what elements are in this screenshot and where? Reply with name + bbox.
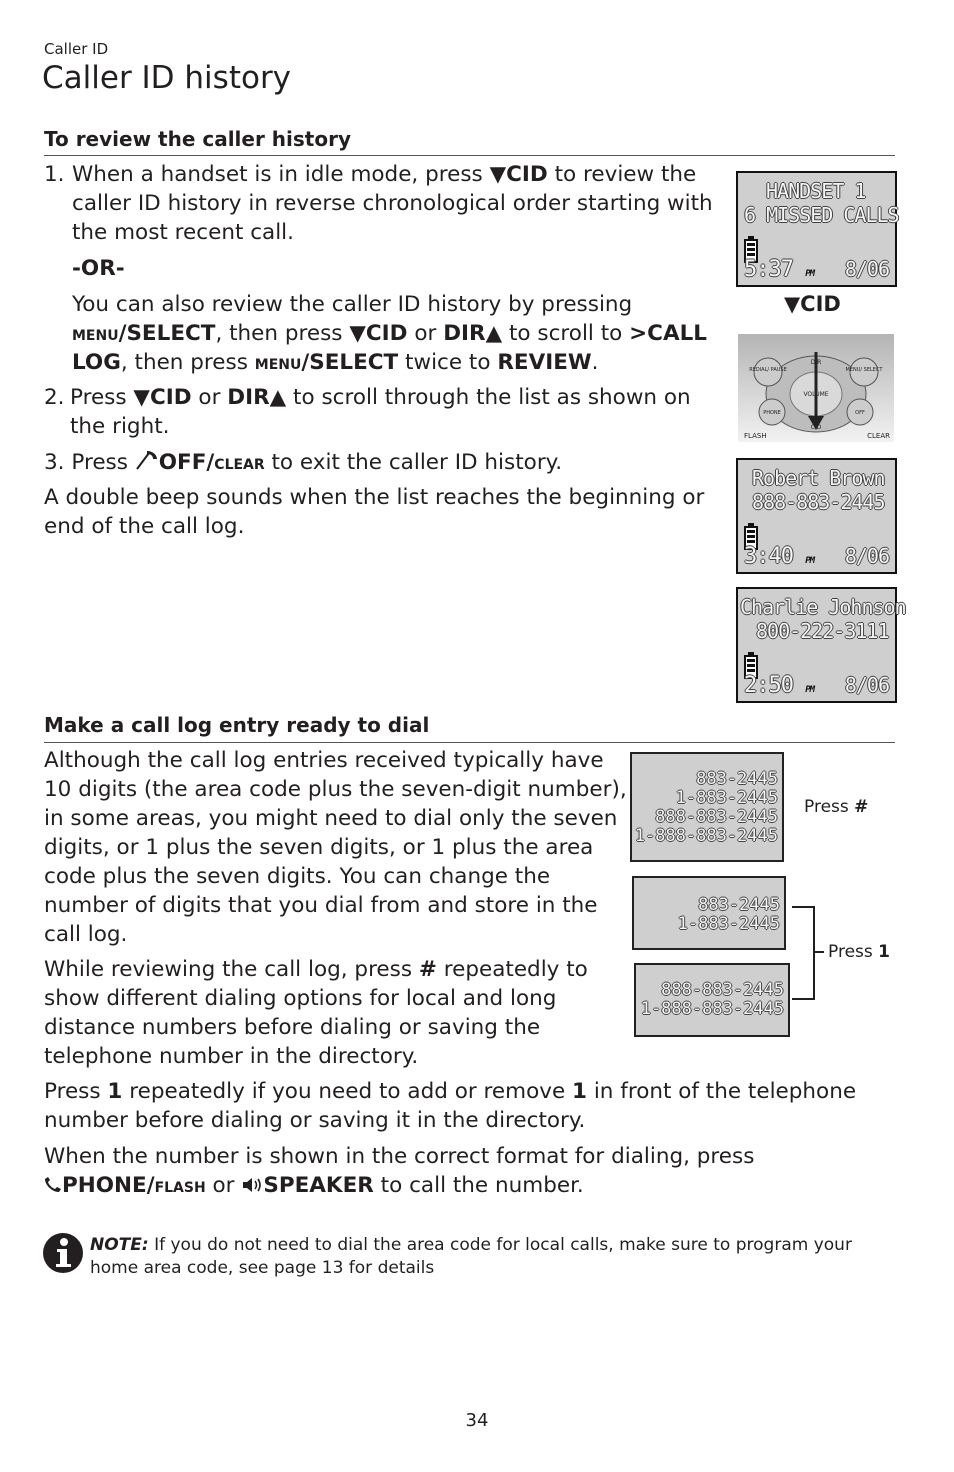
step-2: 2. Press ▼CID or DIR▲ to scroll through the list as shown on the right.	[44, 385, 691, 439]
phone-icon	[44, 1177, 62, 1193]
svg-text:VOLUME: VOLUME	[803, 391, 829, 398]
off-handset-icon	[135, 449, 159, 471]
alternative-instruction: You can also review the caller ID history by pressing menu/SELECT, then press ▼CID or DIR▲ to scroll to >CALL LOG, then press menu/SELECT twice to REVIEW.	[72, 292, 707, 375]
paragraph-press-one: Press 1 repeatedly if you need to add or remove 1 in front of the telephone number before dialing or saving it in the directory.	[44, 1079, 857, 1133]
heading-rule	[44, 155, 895, 156]
paragraph-call-number: When the number is shown in the correct format for dialing, press PHONE/flash or SPEAKER to call the number.	[44, 1144, 755, 1198]
step-3: 3. Press OFF/clear to exit the caller ID history.	[44, 450, 563, 475]
section-heading-dial: Make a call log entry ready to dial	[44, 713, 430, 737]
section-heading-review: To review the caller history	[44, 127, 351, 151]
number-format-screen-all: 883-2445 1-883-2445 888-883-2445 1-888-883-2445	[630, 752, 784, 862]
press-one-caption: Press 1	[828, 942, 890, 962]
svg-text:PHONE: PHONE	[763, 410, 781, 416]
paragraph-hash: While reviewing the call log, press # repeatedly to show different dialing options for local and long distance numbers before dialing or saving the telephone number in the directory.	[44, 957, 588, 1069]
svg-text:FLASH: FLASH	[744, 432, 767, 440]
down-arrow-icon: ▼	[489, 162, 507, 187]
svg-text:OFF: OFF	[855, 410, 865, 416]
lcd-screen-robert-brown: Robert Brown 888-883-2445 3:40 PM 8/06	[736, 458, 897, 574]
info-icon	[42, 1232, 84, 1274]
svg-text:MENU/ SELECT: MENU/ SELECT	[845, 367, 883, 373]
page-number: 34	[465, 1410, 489, 1431]
up-arrow-icon: ▲	[485, 321, 503, 346]
speaker-icon	[241, 1176, 263, 1194]
down-arrow-icon: ▼	[349, 321, 366, 346]
note-text: NOTE: If you do not need to dial the area code for local calls, make sure to program your home area code, see page 13 for details	[90, 1235, 852, 1278]
number-format-screen-local: 883-2445 1-883-2445	[632, 876, 786, 950]
bracket-connector	[790, 905, 830, 1001]
down-arrow-icon: ▼	[784, 292, 801, 316]
step-1: 1. When a handset is in idle mode, press ▼CID to review the caller ID history in reverse chronological order starting with the most recent call.	[44, 162, 713, 245]
svg-text:CID: CID	[810, 424, 822, 431]
down-arrow-icon: ▼	[133, 385, 150, 410]
beep-note: A double beep sounds when the list reaches the beginning or end of the call log.	[44, 485, 705, 539]
lcd-screen-charlie-johnson: Charlie Johnson 800-222-3111 2:50 PM 8/06	[736, 587, 897, 703]
number-format-screen-long-distance: 888-883-2445 1-888-883-2445	[634, 963, 790, 1037]
up-arrow-icon: ▲	[269, 385, 287, 410]
svg-text:CLEAR: CLEAR	[867, 432, 890, 440]
paragraph-digits: Although the call log entries received typically have 10 digits (the area code plus the seven-digit number), in some areas, you might need to dial only the seven digits, or 1 plus the seven digits, or 1 plus the area code plus the seven digits. You can change the number of digits that you dial from and store in the call log.	[44, 748, 627, 947]
cid-key-label: ▼CID	[784, 292, 841, 316]
or-divider: -OR-	[72, 256, 125, 281]
heading-rule	[44, 742, 895, 743]
lcd-screen-missed-calls: HANDSET 1 6 MISSED CALLS 5:37 PM 8/06	[736, 171, 897, 287]
section-eyebrow: Caller ID	[44, 40, 109, 58]
page-title: Caller ID history	[42, 60, 292, 96]
svg-text:DIR: DIR	[810, 359, 822, 366]
keypad-illustration	[738, 334, 894, 442]
svg-text:REDIAL/ PAUSE: REDIAL/ PAUSE	[749, 367, 787, 373]
press-hash-caption: Press #	[804, 797, 869, 817]
